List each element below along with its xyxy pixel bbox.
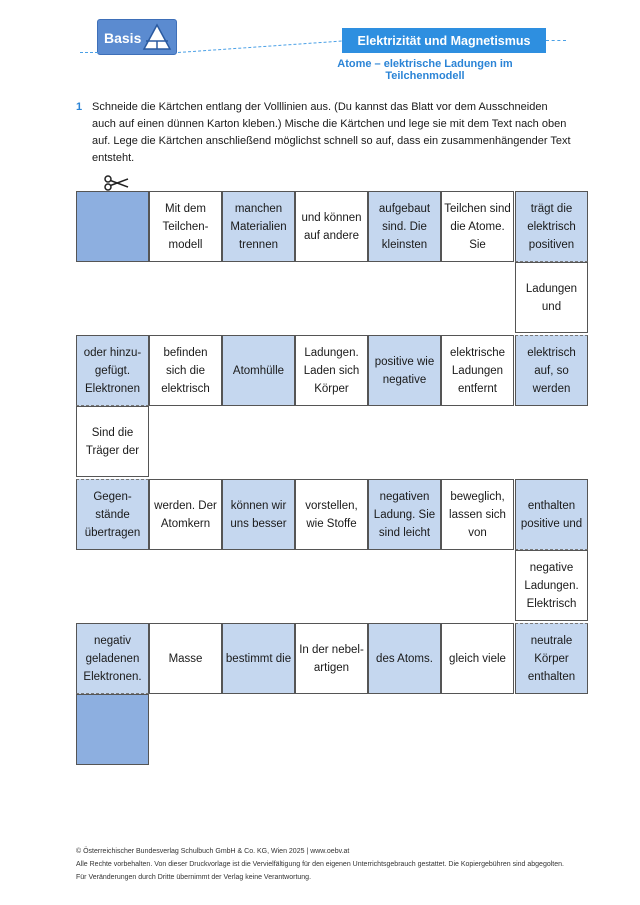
- page-subtitle: Atome – elektrische Ladungen im Teilchenmodell: [337, 58, 513, 82]
- card: Ladungen und: [515, 262, 588, 333]
- header-dashed-line: [80, 52, 98, 53]
- footer-copyright: © Österreichischer Bundesverlag Schulbuch GmbH & Co. KG, Wien 2025 | www.oebv.at: [76, 848, 350, 855]
- card: aufgebaut sind. Die kleinsten: [368, 191, 441, 262]
- card: positive wie negative: [368, 335, 441, 406]
- card: trägt die elektrisch positiven: [515, 191, 588, 262]
- card: werden. Der Atomkern: [149, 479, 222, 550]
- task-number: 1: [76, 101, 83, 113]
- header-dashed-line: [178, 41, 342, 53]
- card: Sind die Träger der: [76, 406, 149, 477]
- card: Ladungen. Laden sich Körper: [295, 335, 368, 406]
- footer: [76, 845, 564, 884]
- logo-text: Basis: [104, 30, 142, 46]
- card: negativ geladenen Elektronen.: [76, 623, 149, 694]
- card: negativen Ladung. Sie sind leicht: [368, 479, 441, 550]
- card: elektrische Ladungen entfernt: [441, 335, 514, 406]
- scissors-icon: [104, 175, 130, 191]
- footer-disclaimer: Für Veränderungen durch Dritte übernimmt der Verlag keine Verantwortung.: [76, 874, 312, 881]
- card-end: [76, 694, 149, 765]
- card: manchen Materialien trennen: [222, 191, 295, 262]
- card: In der nebel-artigen: [295, 623, 368, 694]
- card: Atomhülle: [222, 335, 295, 406]
- card: Masse: [149, 623, 222, 694]
- basis-logo: [97, 19, 177, 55]
- card: Teilchen sind die Atome. Sie: [441, 191, 514, 262]
- card: vorstellen, wie Stoffe: [295, 479, 368, 550]
- card: bestimmt die: [222, 623, 295, 694]
- card: können wir uns besser: [222, 479, 295, 550]
- footer-rights: Alle Rechte vorbehalten. Von dieser Druckvorlage ist die Vervielfältigung für den eigenen Unterrichtsgebrauch gestattet. Die Kopiergebühren sind abgegolten.: [76, 861, 564, 868]
- topic-banner: Elektrizität und Magnetismus: [342, 28, 546, 53]
- triangle-logo-icon: [142, 23, 172, 51]
- card: Mit dem Teilchen-modell: [149, 191, 222, 262]
- card: neutrale Körper enthalten: [515, 623, 588, 694]
- card: oder hinzu-gefügt. Elektronen: [76, 335, 149, 406]
- card: des Atoms.: [368, 623, 441, 694]
- card: Gegen-stände übertragen: [76, 479, 149, 550]
- card-start: [76, 191, 149, 262]
- card: gleich viele: [441, 623, 514, 694]
- header-dashed-line: [546, 40, 566, 41]
- card: elektrisch auf, so werden: [515, 335, 588, 406]
- card: befinden sich die elektrisch: [149, 335, 222, 406]
- task-instructions: Schneide die Kärtchen entlang der Volllinien aus. (Du kannst das Blatt vor dem Ausschneiden auch auf einen dünnen Karton kleben.) Mische die Kärtchen und lege sie mit dem Text nach oben auf. Lege die Kärtchen anschließend möglichst schnell so auf, dass ein zusammenhängender Text entsteht.: [92, 101, 571, 164]
- card: negative Ladungen. Elektrisch: [515, 550, 588, 621]
- card: enthalten positive und: [515, 479, 588, 550]
- card: beweglich, lassen sich von: [441, 479, 514, 550]
- card: und können auf andere: [295, 191, 368, 262]
